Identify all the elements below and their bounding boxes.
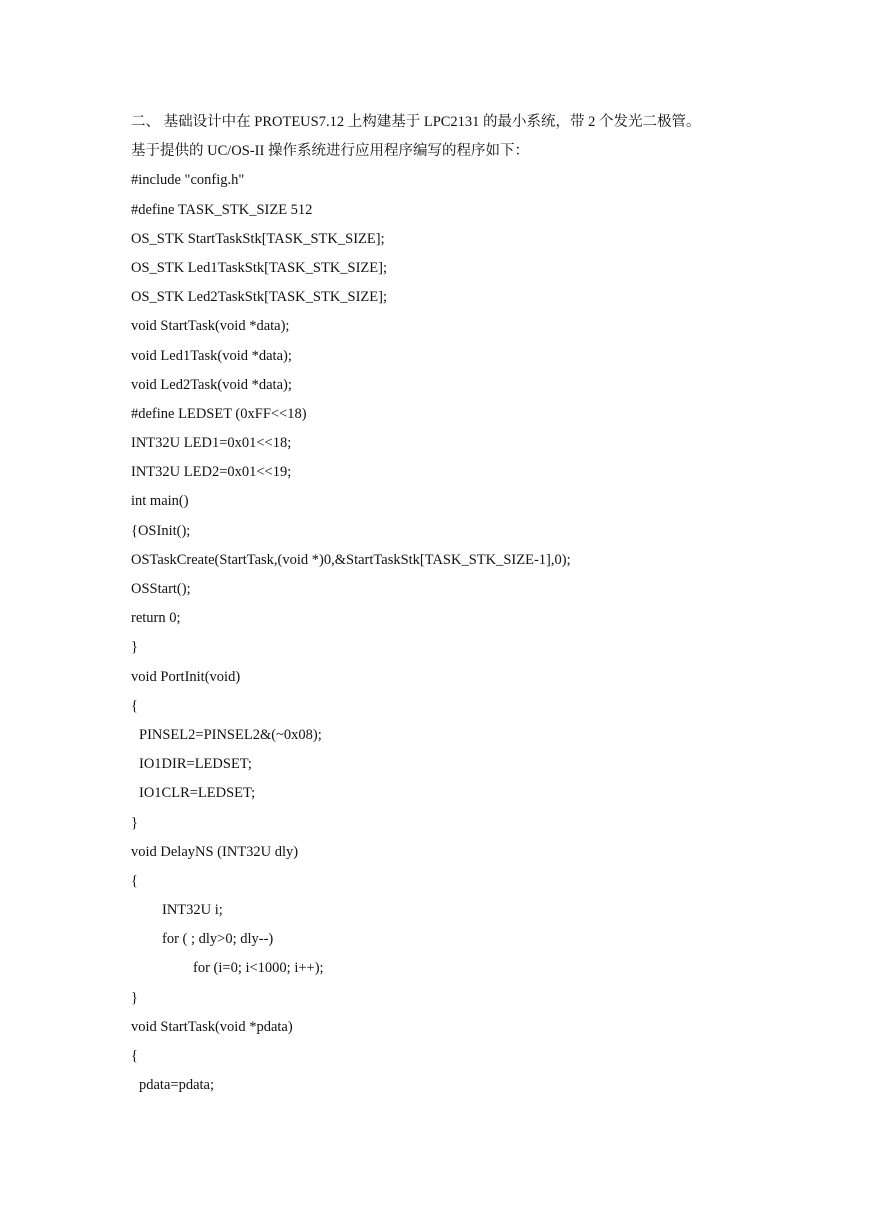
code-line: { [131, 697, 138, 714]
code-line: void PortInit(void) [131, 668, 241, 685]
code-line: void StartTask(void *data); [131, 318, 290, 335]
code-line: INT32U LED1=0x01<<18; [131, 435, 292, 452]
code-line: for ( ; dly>0; dly--) [162, 931, 274, 948]
code-line: int main() [131, 493, 189, 510]
code-line: } [131, 639, 138, 656]
code-line: OS_STK StartTaskStk[TASK_STK_SIZE]; [131, 230, 385, 247]
code-line: PINSEL2=PINSEL2&(~0x08); [139, 726, 322, 743]
code-line: IO1DIR=LEDSET; [139, 756, 252, 773]
code-line: void DelayNS (INT32U dly) [131, 843, 299, 860]
code-line: #define LEDSET (0xFF<<18) [131, 405, 307, 422]
code-line: INT32U i; [162, 902, 223, 919]
intro-text: 基于提供的 UC/OS-II 操作系统进行应用程序编写的程序如下： [131, 143, 529, 160]
code-line: void Led2Task(void *data); [131, 376, 292, 393]
code-line: { [131, 872, 138, 889]
code-line: OSStart(); [131, 581, 191, 597]
code-line: {OSInit(); [131, 522, 191, 539]
code-line: { [131, 1048, 138, 1064]
code-line: OS_STK Led1TaskStk[TASK_STK_SIZE]; [131, 259, 388, 276]
document-body [131, 108, 831, 1100]
code-line: IO1CLR=LEDSET; [139, 785, 256, 802]
code-line: INT32U LED2=0x01<<19; [131, 464, 292, 481]
code-line: for (i=0; i<1000; i++); [193, 960, 324, 977]
code-line: void StartTask(void *pdata) [131, 1018, 293, 1035]
code-line: } [131, 814, 138, 831]
code-line: void Led1Task(void *data); [131, 347, 292, 364]
code-line: return 0; [131, 610, 181, 627]
code-line: } [131, 989, 138, 1006]
code-line: #include "config.h" [131, 172, 245, 189]
code-line: OSTaskCreate(StartTask,(void *)0,&StartTaskStk[TASK_STK_SIZE-1],0); [131, 551, 571, 568]
section-heading: 二、 基础设计中在 PROTEUS7.12 上构建基于 LPC2131 的最小系统，带 2 个发光二极管。 [131, 114, 701, 130]
code-line: pdata=pdata; [139, 1077, 215, 1094]
code-line: OS_STK Led2TaskStk[TASK_STK_SIZE]; [131, 289, 388, 306]
code-line: #define TASK_STK_SIZE 512 [131, 201, 313, 218]
